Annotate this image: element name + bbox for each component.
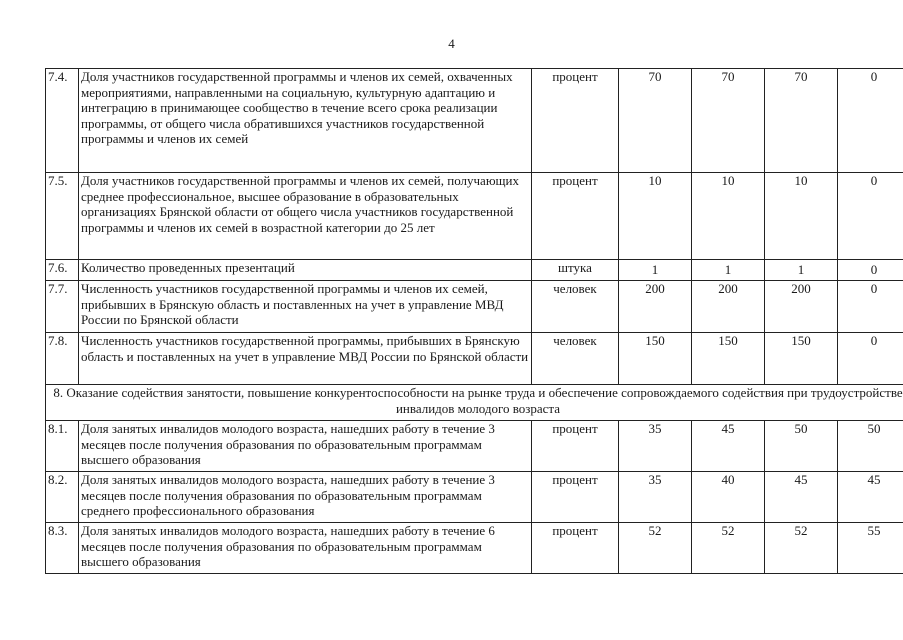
row-description: Численность участников государственной программы и членов их семей, прибывших в Брянскую область и поставленных на учет в управление МВД России по Брянской области xyxy=(79,281,532,333)
row-number: 8.3. xyxy=(46,523,79,574)
row-unit: процент xyxy=(532,421,619,472)
value-cell: 150 xyxy=(765,333,838,385)
row-unit: процент xyxy=(532,173,619,260)
value-cell: 1 xyxy=(765,260,838,281)
row-unit: процент xyxy=(532,69,619,173)
row-description: Численность участников государственной программы, прибывших в Брянскую область и поставленных на учет в управление МВД России по Брянской области xyxy=(79,333,532,385)
value-cell: 1 xyxy=(692,260,765,281)
value-cell: 52 xyxy=(619,523,692,574)
row-number: 8.1. xyxy=(46,421,79,472)
row-number: 7.7. xyxy=(46,281,79,333)
row-unit: человек xyxy=(532,281,619,333)
table-row xyxy=(46,260,903,281)
value-cell: 150 xyxy=(692,333,765,385)
row-number: 7.6. xyxy=(46,260,79,281)
table-row xyxy=(46,69,903,173)
value-cell: 50 xyxy=(838,421,903,472)
value-cell: 0 xyxy=(838,260,903,281)
value-cell: 70 xyxy=(692,69,765,173)
row-number: 8.2. xyxy=(46,472,79,523)
row-description: Доля занятых инвалидов молодого возраста, нашедших работу в течение 3 месяцев после получения образования по образовательным программам высшего образования xyxy=(79,421,532,472)
value-cell: 1 xyxy=(619,260,692,281)
table-row xyxy=(46,421,903,472)
row-unit: процент xyxy=(532,472,619,523)
table-row xyxy=(46,523,903,574)
value-cell: 0 xyxy=(838,281,903,333)
row-description: Доля занятых инвалидов молодого возраста, нашедших работу в течение 3 месяцев после получения образования по образовательным программам среднего профессионального образования xyxy=(79,472,532,523)
value-cell: 35 xyxy=(619,472,692,523)
value-cell: 70 xyxy=(619,69,692,173)
row-description: Доля занятых инвалидов молодого возраста, нашедших работу в течение 6 месяцев после получения образования по образовательным программам высшего образования xyxy=(79,523,532,574)
value-cell: 45 xyxy=(765,472,838,523)
table-row xyxy=(46,173,903,260)
value-cell: 45 xyxy=(838,472,903,523)
value-cell: 200 xyxy=(692,281,765,333)
value-cell: 55 xyxy=(838,523,903,574)
value-cell: 0 xyxy=(838,69,903,173)
value-cell: 45 xyxy=(692,421,765,472)
row-number: 7.8. xyxy=(46,333,79,385)
row-number: 7.4. xyxy=(46,69,79,173)
indicators-table xyxy=(45,68,903,574)
value-cell: 10 xyxy=(692,173,765,260)
value-cell: 10 xyxy=(619,173,692,260)
value-cell: 40 xyxy=(692,472,765,523)
table-row xyxy=(46,281,903,333)
value-cell: 70 xyxy=(765,69,838,173)
value-cell: 150 xyxy=(619,333,692,385)
value-cell: 35 xyxy=(619,421,692,472)
row-description: Доля участников государственной программы и членов их семей, охваченных мероприятиями, направленными на социальную, культурную адаптацию и интеграцию в принимающее сообщество в течение всего срока реализации программы, от общего числа обратившихся участников государственной программы и членов их семей xyxy=(79,69,532,173)
row-number: 7.5. xyxy=(46,173,79,260)
value-cell: 52 xyxy=(765,523,838,574)
row-unit: человек xyxy=(532,333,619,385)
row-unit: процент xyxy=(532,523,619,574)
table-row xyxy=(46,333,903,385)
row-unit: штука xyxy=(532,260,619,281)
table-row xyxy=(46,472,903,523)
value-cell: 10 xyxy=(765,173,838,260)
row-description: Количество проведенных презентаций xyxy=(79,260,532,281)
value-cell: 0 xyxy=(838,333,903,385)
value-cell: 200 xyxy=(765,281,838,333)
value-cell: 0 xyxy=(838,173,903,260)
value-cell: 200 xyxy=(619,281,692,333)
section-header-row xyxy=(46,385,903,421)
row-description: Доля участников государственной программы и членов их семей, получающих среднее профессиональное, высшее образование в образовательных организациях Брянской области от общего числа участников государственной программы и членов их семей в возрастной категории до 25 лет xyxy=(79,173,532,260)
section-title: 8. Оказание содействия занятости, повышение конкурентоспособности на рынке труда и обеспечение сопровождаемого содействия при трудоустройстве инвалидов молодого возраста xyxy=(46,385,903,421)
page-number: 4 xyxy=(448,36,455,51)
value-cell: 52 xyxy=(692,523,765,574)
value-cell: 50 xyxy=(765,421,838,472)
